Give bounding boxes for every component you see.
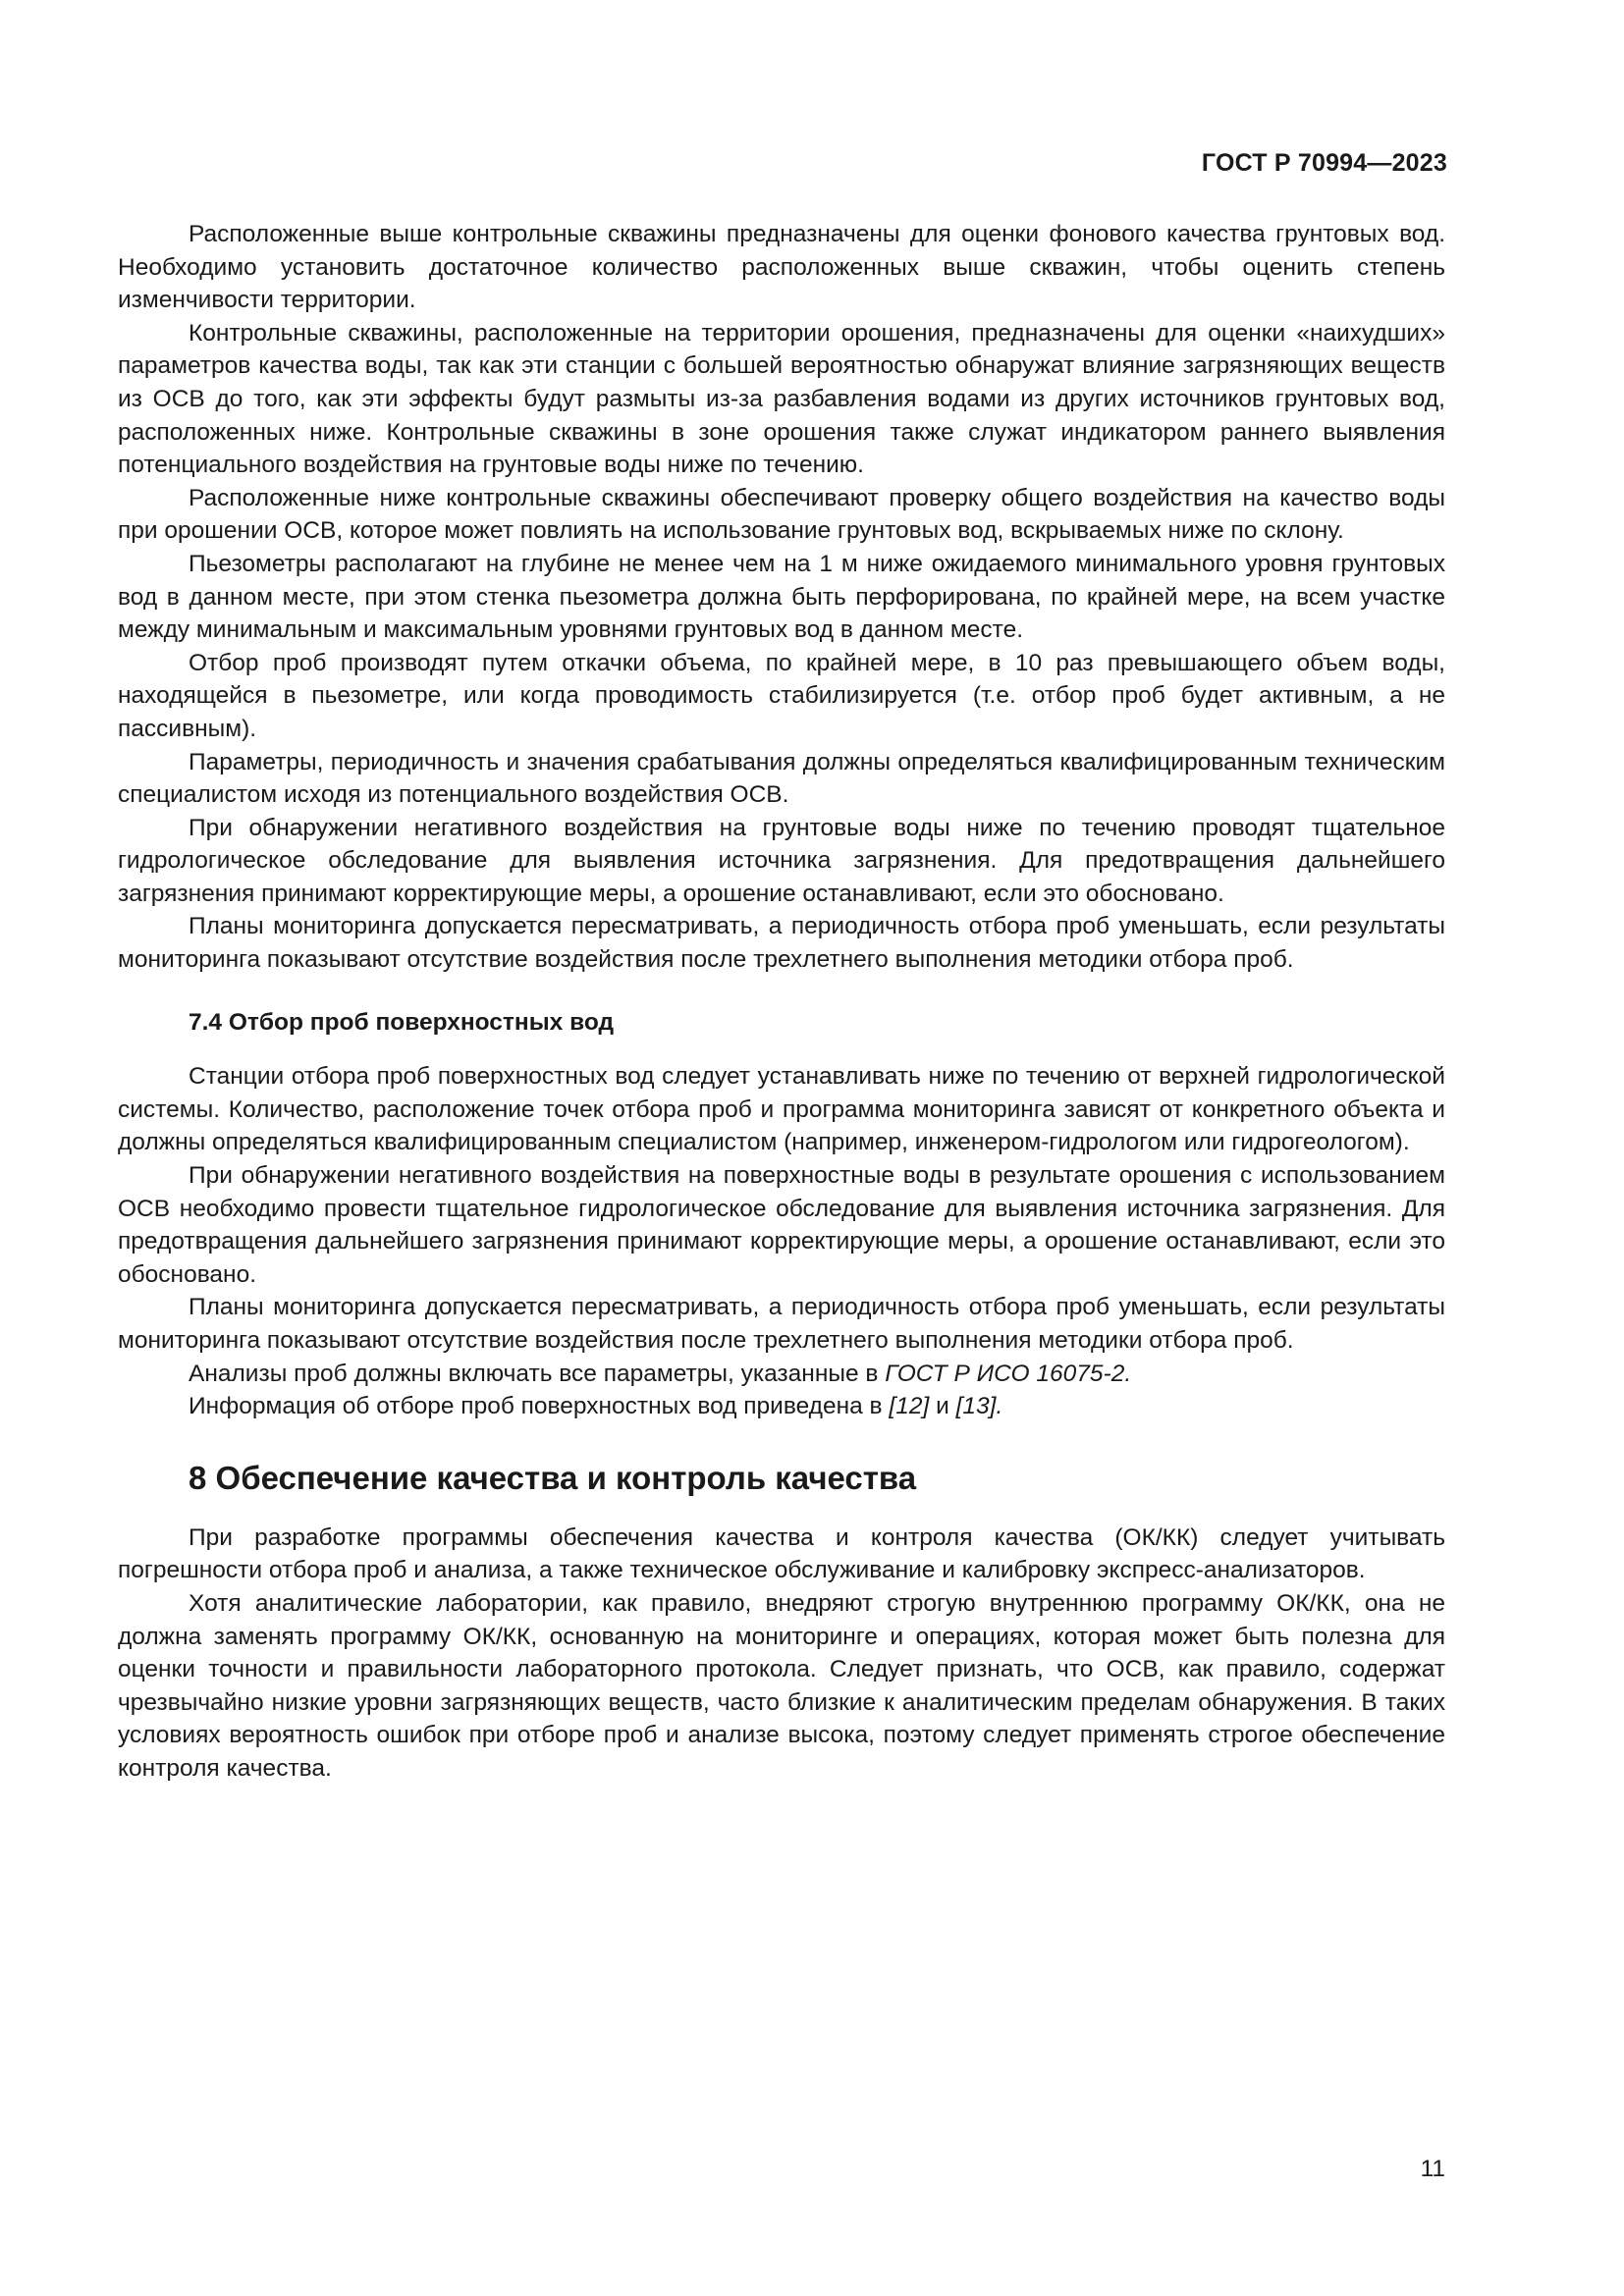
page-number: 11 <box>1420 2156 1445 2182</box>
info-text: Информация об отборе проб поверхностных вод приведена в <box>189 1393 890 1420</box>
paragraph: Параметры, периодичность и значения срабатывания должны определяться квалифицированным техническим специалистом исходя из потенциального воздействия ОСВ. <box>118 748 1445 809</box>
analysis-paragraph <box>118 1358 1445 1391</box>
subsection-title-7-4: 7.4 Отбор проб поверхностных вод <box>189 1008 615 1036</box>
document-code-header: ГОСТ Р 70994—2023 <box>1201 149 1447 177</box>
analysis-text: Анализы проб должны включать все параметры, указанные в <box>189 1360 886 1387</box>
paragraph: Пьезометры располагают на глубине не менее чем на 1 м ниже ожидаемого минимального уровня грунтовых вод в данном месте, при этом стенка пьезометра должна быть перфорирована, по крайней мере, на всем участке между минимальным и максимальным уровнями грунтовых вод в данном месте. <box>118 550 1445 644</box>
info-conjunction: и <box>929 1393 956 1420</box>
standard-reference-link: ГОСТ Р ИСО 16075-2. <box>885 1360 1132 1387</box>
paragraph: Расположенные выше контрольные скважины предназначены для оценки фонового качества грунтовых вод. Необходимо установить достаточное количество расположенных выше скважин, чтобы оценить степень изменчивости территории. <box>118 221 1445 314</box>
paragraph: При обнаружении негативного воздействия на грунтовые воды ниже по течению проводят тщательное гидрологическое обследование для выявления источника загрязнения. Для предотвращения дальнейшего загрязнения принимают корректирующие меры, а орошение останавливают, если это обосновано. <box>118 814 1445 907</box>
paragraph: Расположенные ниже контрольные скважины обеспечивают проверку общего воздействия на качество воды при орошении ОСВ, которое может повлиять на использование грунтовых вод, вскрываемых ниже по склону. <box>118 484 1445 545</box>
paragraph: Хотя аналитические лаборатории, как правило, внедряют строгую внутреннюю программу ОК/КК, она не должна заменять программу ОК/КК, основанную на мониторинге и операциях, которая может быть полезна для оценки точности и правильности лабораторного протокола. Следует признать, что ОСВ, как правило, содержат чрезвычайно низкие уровни загрязняющих веществ, часто близкие к аналитическим пределам обнаружения. В таких условиях вероятность ошибок при отборе проб и анализе высока, поэтому следует применять строгое обеспечение контроля качества. <box>118 1589 1445 1782</box>
info-paragraph <box>118 1390 1445 1423</box>
paragraph: При разработке программы обеспечения качества и контроля качества (ОК/КК) следует учитывать погрешности отбора проб и анализа, а также техническое обслуживание и калибровку экспресс-анализаторов. <box>118 1523 1445 1584</box>
bibliography-reference-13: [13]. <box>955 1393 1003 1420</box>
paragraph: При обнаружении негативного воздействия на поверхностные воды в результате орошения с использованием ОСВ необходимо провести тщательное гидрологическое обследование для выявления источника загрязнения. Для предотвращения дальнейшего загрязнения принимают корректирующие меры, а орошение останавливают, если это обосновано. <box>118 1162 1445 1288</box>
paragraph: Контрольные скважины, расположенные на территории орошения, предназначены для оценки «наихудших» параметров качества воды, так как эти станции с большей вероятностью обнаружат влияние загрязняющих веществ из ОСВ до того, как эти эффекты будут размыты из-за разбавления водами из других источников грунтовых вод, расположенных ниже. Контрольные скважины в зоне орошения также служат индикатором раннего выявления потенциального воздействия на грунтовые воды ниже по течению. <box>118 319 1445 479</box>
document-body <box>118 218 1445 1786</box>
bibliography-reference-12: [12] <box>889 1393 930 1420</box>
paragraph: Планы мониторинга допускается пересматривать, а периодичность отбора проб уменьшать, если результаты мониторинга показывают отсутствие воздействия после трехлетнего выполнения методики отбора проб. <box>118 913 1445 974</box>
paragraph: Отбор проб производят путем откачки объема, по крайней мере, в 10 раз превышающего объем воды, находящейся в пьезометре, или когда проводимость стабилизируется (т.е. отбор проб будет активным, а не пассивным). <box>118 649 1445 742</box>
paragraph: Станции отбора проб поверхностных вод следует устанавливать ниже по течению от верхней гидрологической системы. Количество, расположение точек отбора проб и программа мониторинга зависят от конкретного объекта и должны определяться квалифицированным специалистом (например, инженером-гидрологом или гидрогеологом). <box>118 1063 1445 1156</box>
paragraph: Планы мониторинга допускается пересматривать, а периодичность отбора проб уменьшать, если результаты мониторинга показывают отсутствие воздействия после трехлетнего выполнения методики отбора проб. <box>118 1294 1445 1354</box>
section-title-8: 8 Обеспечение качества и контроль качества <box>189 1459 917 1496</box>
